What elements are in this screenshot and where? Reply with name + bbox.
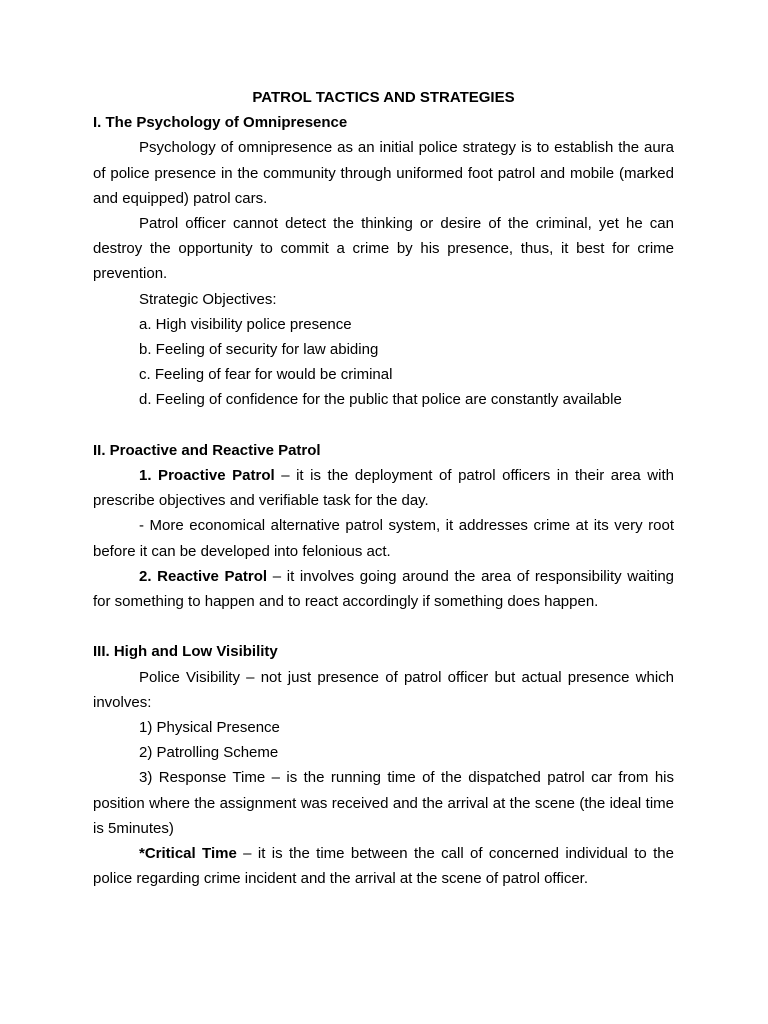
critical-time-text: – it is the time between the call of concerned individual to the police regarding crime incident and the arrival at the scene of patrol officer. (93, 845, 674, 888)
police-visibility-paragraph: Police Visibility – not just presence of patrol officer but actual presence which involves: (93, 668, 674, 711)
critical-time-paragraph (93, 841, 674, 891)
strategic-objectives-label: Strategic Objectives: (139, 290, 277, 308)
reactive-patrol-term: 2. Reactive Patrol (139, 567, 268, 585)
section-1-paragraph-2: Patrol officer cannot detect the thinking or desire of the criminal, yet he can destroy the opportunity to commit a crime by his presence, thus, it best for crime prevention. (93, 215, 674, 283)
response-time-paragraph: 3) Response Time – is the running time of the dispatched patrol car from his position where the assignment was received and the arrival at the scene (the ideal time is 5minutes) (93, 769, 674, 837)
objective-item: a. High visibility police presence (139, 315, 352, 333)
proactive-patrol-note: - More economical alternative patrol system, it addresses crime at its very root before it can be developed into felonious act. (93, 517, 674, 560)
visibility-item: 2) Patrolling Scheme (139, 744, 279, 762)
section-3-heading: III. High and Low Visibility (93, 643, 278, 661)
document-title: PATROL TACTICS AND STRATEGIES (252, 89, 515, 106)
section-spacer (93, 614, 674, 639)
objective-item: c. Feeling of fear for would be criminal (139, 366, 393, 384)
objective-item: b. Feeling of security for law abiding (139, 341, 379, 359)
critical-time-term: *Critical Time (139, 845, 237, 863)
section-1-paragraph-1: Psychology of omnipresence as an initial police strategy is to establish the aura of police presence in the community through uniformed foot patrol and mobile (marked and equipped) patrol cars. (93, 139, 674, 207)
visibility-item: 1) Physical Presence (139, 719, 280, 737)
reactive-patrol-paragraph (93, 564, 674, 614)
reactive-patrol-text: – it involves going around the area of responsibility waiting for something to happen and to react accordingly if something does happen. (93, 567, 675, 611)
proactive-patrol-paragraph (93, 463, 674, 513)
section-spacer (93, 413, 674, 438)
objective-item: d. Feeling of confidence for the public that police are constantly available (139, 391, 622, 409)
section-2-heading: II. Proactive and Reactive Patrol (93, 441, 321, 459)
section-1-heading: I. The Psychology of Omnipresence (93, 114, 348, 132)
proactive-patrol-term: 1. Proactive Patrol (139, 467, 275, 485)
proactive-patrol-text: – it is the deployment of patrol officers in their area with prescribe objectives and verifiable task for the day. (93, 467, 674, 510)
